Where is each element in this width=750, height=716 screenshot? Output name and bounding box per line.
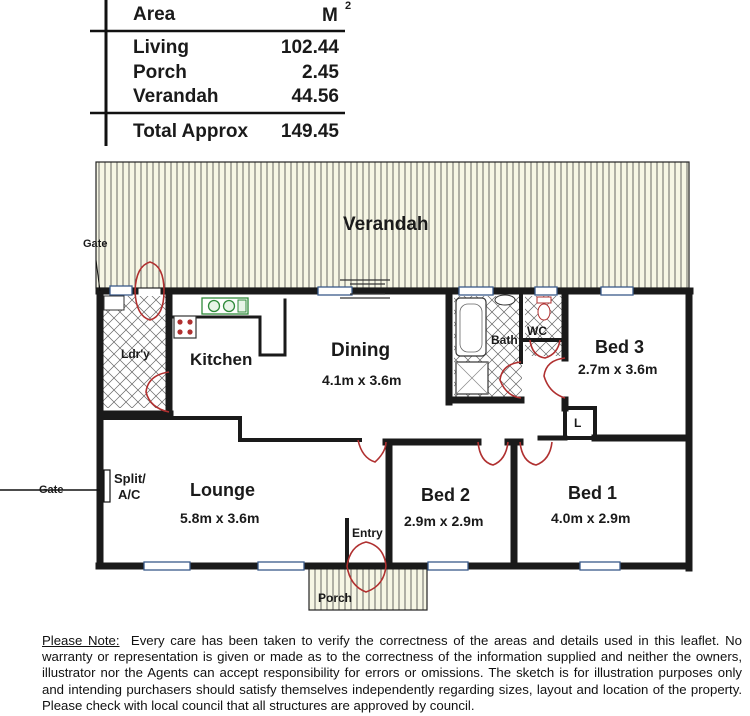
bed3-label: Bed 3 (595, 337, 645, 357)
area-row-label: Porch (133, 62, 187, 83)
kitchen-label: Kitchen (190, 350, 253, 369)
disclaimer-note (42, 633, 742, 714)
bed1-label: Bed 1 (568, 483, 618, 503)
lounge-dimensions: 5.8m x 3.6m (180, 510, 260, 526)
bed2-dimensions: 2.9m x 2.9m (404, 513, 484, 529)
wc-label: WC (527, 324, 547, 338)
porch-label: Porch (318, 591, 353, 605)
area-header-unit: M (322, 5, 338, 26)
lounge-label: Lounge (190, 480, 255, 500)
gate-left-label: Gate (39, 484, 64, 496)
gate-top-label: Gate (83, 238, 108, 250)
area-row-label: Living (133, 37, 189, 58)
disclaimer-heading: Please Note: (42, 633, 120, 648)
entry-label: Entry (352, 526, 383, 540)
split-ac-label-line1: Split/ (114, 471, 146, 486)
linen-label: L (574, 416, 582, 430)
dining-label: Dining (331, 340, 391, 361)
split-ac-unit (104, 470, 110, 502)
dining-dimensions: 4.1m x 3.6m (322, 372, 402, 388)
basin-fixture (495, 295, 515, 305)
bath-label: Bath (491, 333, 518, 347)
area-total-value: 149.45 (280, 121, 339, 142)
stove-fixture (174, 316, 196, 338)
area-header-label: Area (133, 4, 176, 25)
split-ac-label-line2: A/C (118, 487, 141, 502)
area-row-value: 102.44 (280, 37, 339, 58)
toilet-fixture (537, 297, 551, 320)
disclaimer-text: Every care has been taken to verify the correctness of the areas and details used in this leaflet. No warranty or representation is given or made as to the correctness of the information supplied and neither the owners, illustrator nor the Agents can accept responsibility for errors or omissions. The sketch is for illustration purposes only and intending purchasers should satisfy themselves independently regarding sizes, layout and location of the property. Please check with local council that all structures are approved by council. (42, 633, 742, 713)
area-row-label: Verandah (133, 86, 219, 107)
laundry-trough (104, 296, 124, 310)
shower-fixture (456, 362, 488, 394)
bed2-label: Bed 2 (421, 485, 471, 505)
area-header-unit-sup: 2 (345, 0, 352, 12)
area-row-value: 2.45 (302, 62, 339, 83)
area-row-value: 44.56 (291, 86, 339, 107)
bed3-dimensions: 2.7m x 3.6m (578, 361, 658, 377)
bathtub-fixture (456, 298, 486, 356)
sink-fixture (202, 298, 248, 314)
area-total-label: Total Approx (133, 121, 249, 142)
laundry-label: Ldr'y (121, 347, 150, 361)
bed1-dimensions: 4.0m x 2.9m (551, 510, 631, 526)
verandah-label: Verandah (343, 214, 429, 235)
